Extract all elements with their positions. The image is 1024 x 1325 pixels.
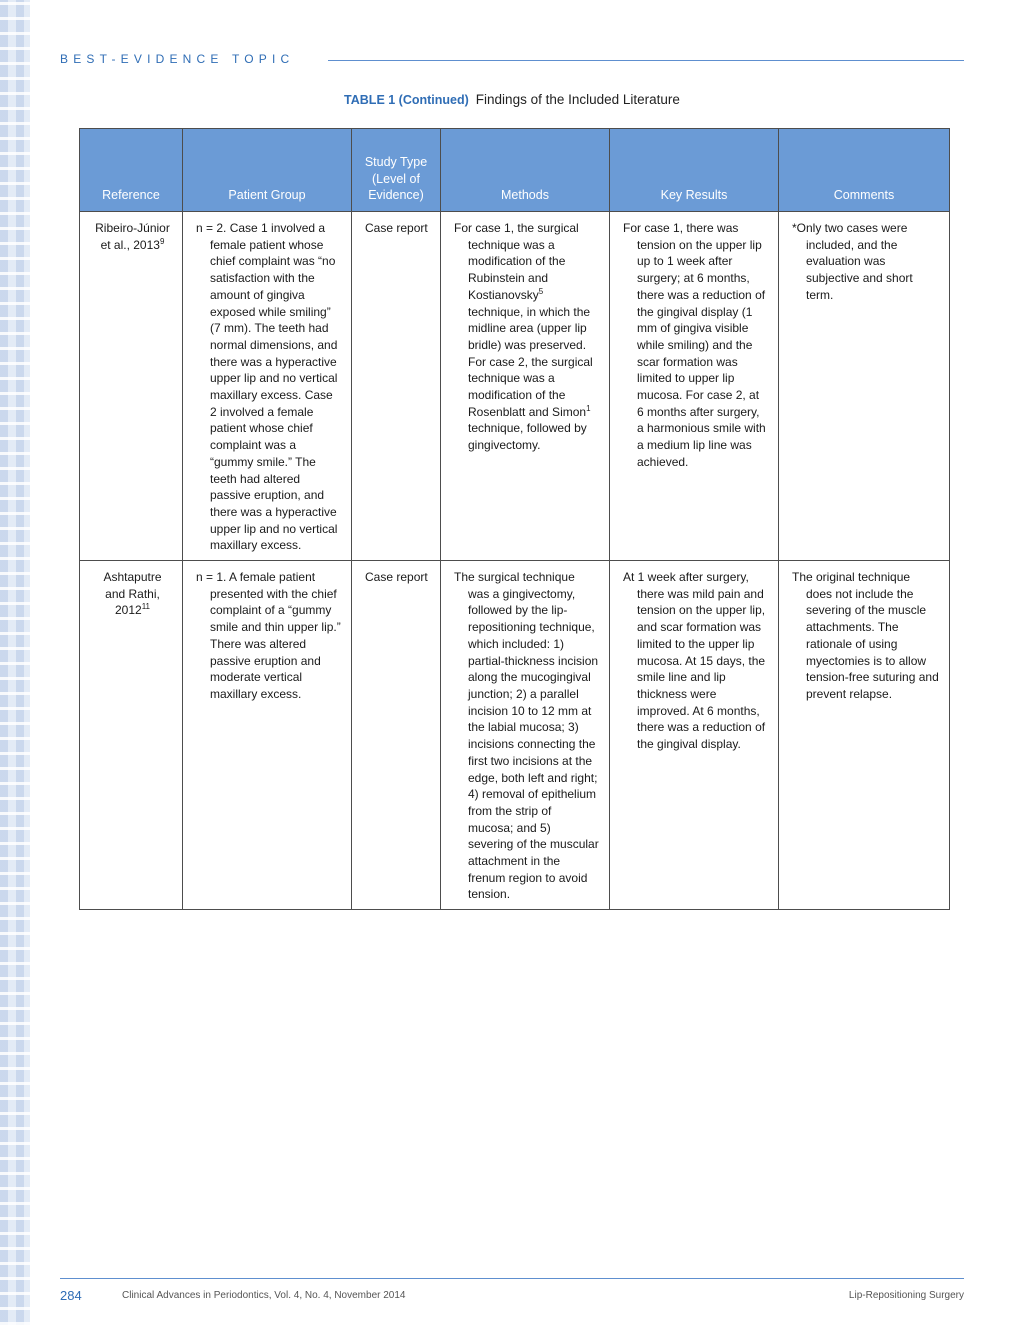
methods-part: technique, in which the midline area (upper lip bridle) was preserved. For case 2, the surgical technique was a modification of the Rosenblatt and Simon [468,304,593,419]
cell-reference [80,561,183,910]
column-header-patient-group: Patient Group [183,129,352,212]
running-head: BEST-EVIDENCE TOPIC [60,52,295,66]
cell-patient-group [183,561,352,910]
cell-key-results [610,212,779,561]
cell-study-type [352,212,441,561]
citation-superscript: 5 [538,286,544,296]
cell-methods [441,561,610,910]
table-caption: Findings of the Included Literature [475,92,680,107]
patient-group-text: n = 1. A female patient presented with the chief complaint of a “gummy smile and thin upper lip.” There was altered passive eruption and moderate vertical maxillary excess. [196,570,341,701]
reference-name: Ashtaputre and Rathi, 2012 [103,570,162,618]
methods-part: technique, followed by gingivectomy. [468,421,587,453]
study-type-text: Case report [365,570,428,585]
table-header-row [80,129,950,212]
key-results-text: At 1 week after surgery, there was mild pain and tension on the upper lip, and scar formation was limited to the upper lip mucosa. At 15 days, the smile line and lip thickness were improved. At 6 months, there was a reduction of the gingival display. [623,570,766,752]
column-header-study-type: Study Type (Level of Evidence) [352,129,441,212]
cell-key-results [610,561,779,910]
journal-citation: Clinical Advances in Periodontics, Vol. 4, No. 4, November 2014 [122,1290,406,1301]
table-row [80,561,950,910]
running-foot: Lip-Repositioning Surgery [848,1290,964,1301]
comments-text: The original technique does not include the severing of the muscle attachments. The rationale of using myectomies is to allow tension-free suturing and prevent relapse. [792,570,939,701]
cell-patient-group [183,212,352,561]
cell-reference [80,212,183,561]
reference-superscript: 11 [141,602,150,612]
decorative-side-strip [0,0,30,1325]
cell-methods [441,212,610,561]
key-results-text: For case 1, there was tension on the upper lip up to 1 week after surgery; at 6 months, there was a reduction of the gingival display (1 mm of gingiva visible while smiling) and the scar formation was limited to upper lip mucosa. For case 2, at 6 months after surgery, a harmonious smile with a medium lip line was achieved. [623,221,766,469]
reference-text [93,569,172,619]
methods-text: The surgical technique was a gingivectomy, followed by the lip-repositioning technique, which included: 1) partial-thickness incision along the mucogingival junction; 2) a parallel incision 10 to 12 mm at the labial mucosa; 3) incisions connecting the first two incisions at the edge, both left and right; 4) removal of epithelium from the strip of mucosa; and 5) severing of the muscular attachment in the frenum region to avoid tension. [454,570,599,902]
comments-text: *Only two cases were included, and the evaluation was subjective and short term. [792,221,913,302]
column-header-methods: Methods [441,129,610,212]
study-type-text: Case report [365,221,428,235]
page-number: 284 [60,1288,82,1303]
reference-name: Ribeiro-Júnior et al., 2013 [95,221,170,252]
cell-comments [779,212,950,561]
header-rule [328,60,964,61]
table-title [0,92,1024,107]
footer-rule [60,1278,964,1279]
reference-superscript: 9 [159,236,165,246]
column-header-reference: Reference [80,129,183,212]
methods-part: For case 1, the surgical technique was a modification of the Rubinstein and Kostianovsky [454,221,579,302]
cell-comments [779,561,950,910]
literature-table [79,128,950,910]
column-header-key-results: Key Results [610,129,779,212]
citation-superscript: 1 [586,403,591,413]
patient-group-text: n = 2. Case 1 involved a female patient whose chief complaint was “no satisfaction with the amount of gingiva exposed while smiling” (7 mm). The teeth had normal dimensions, and there was a hyperactive upper lip and no vertical maxillary excess. Case 2 involved a female patient whose chief complaint was a “gummy smile.” The teeth had altered passive eruption, and there was a hyperactive upper lip and no vertical maxillary excess. [196,221,338,553]
table-label: TABLE 1 (Continued) [344,93,469,107]
table-row [80,212,950,561]
methods-text [454,220,599,454]
reference-text [93,220,172,253]
column-header-comments: Comments [779,129,950,212]
cell-study-type [352,561,441,910]
